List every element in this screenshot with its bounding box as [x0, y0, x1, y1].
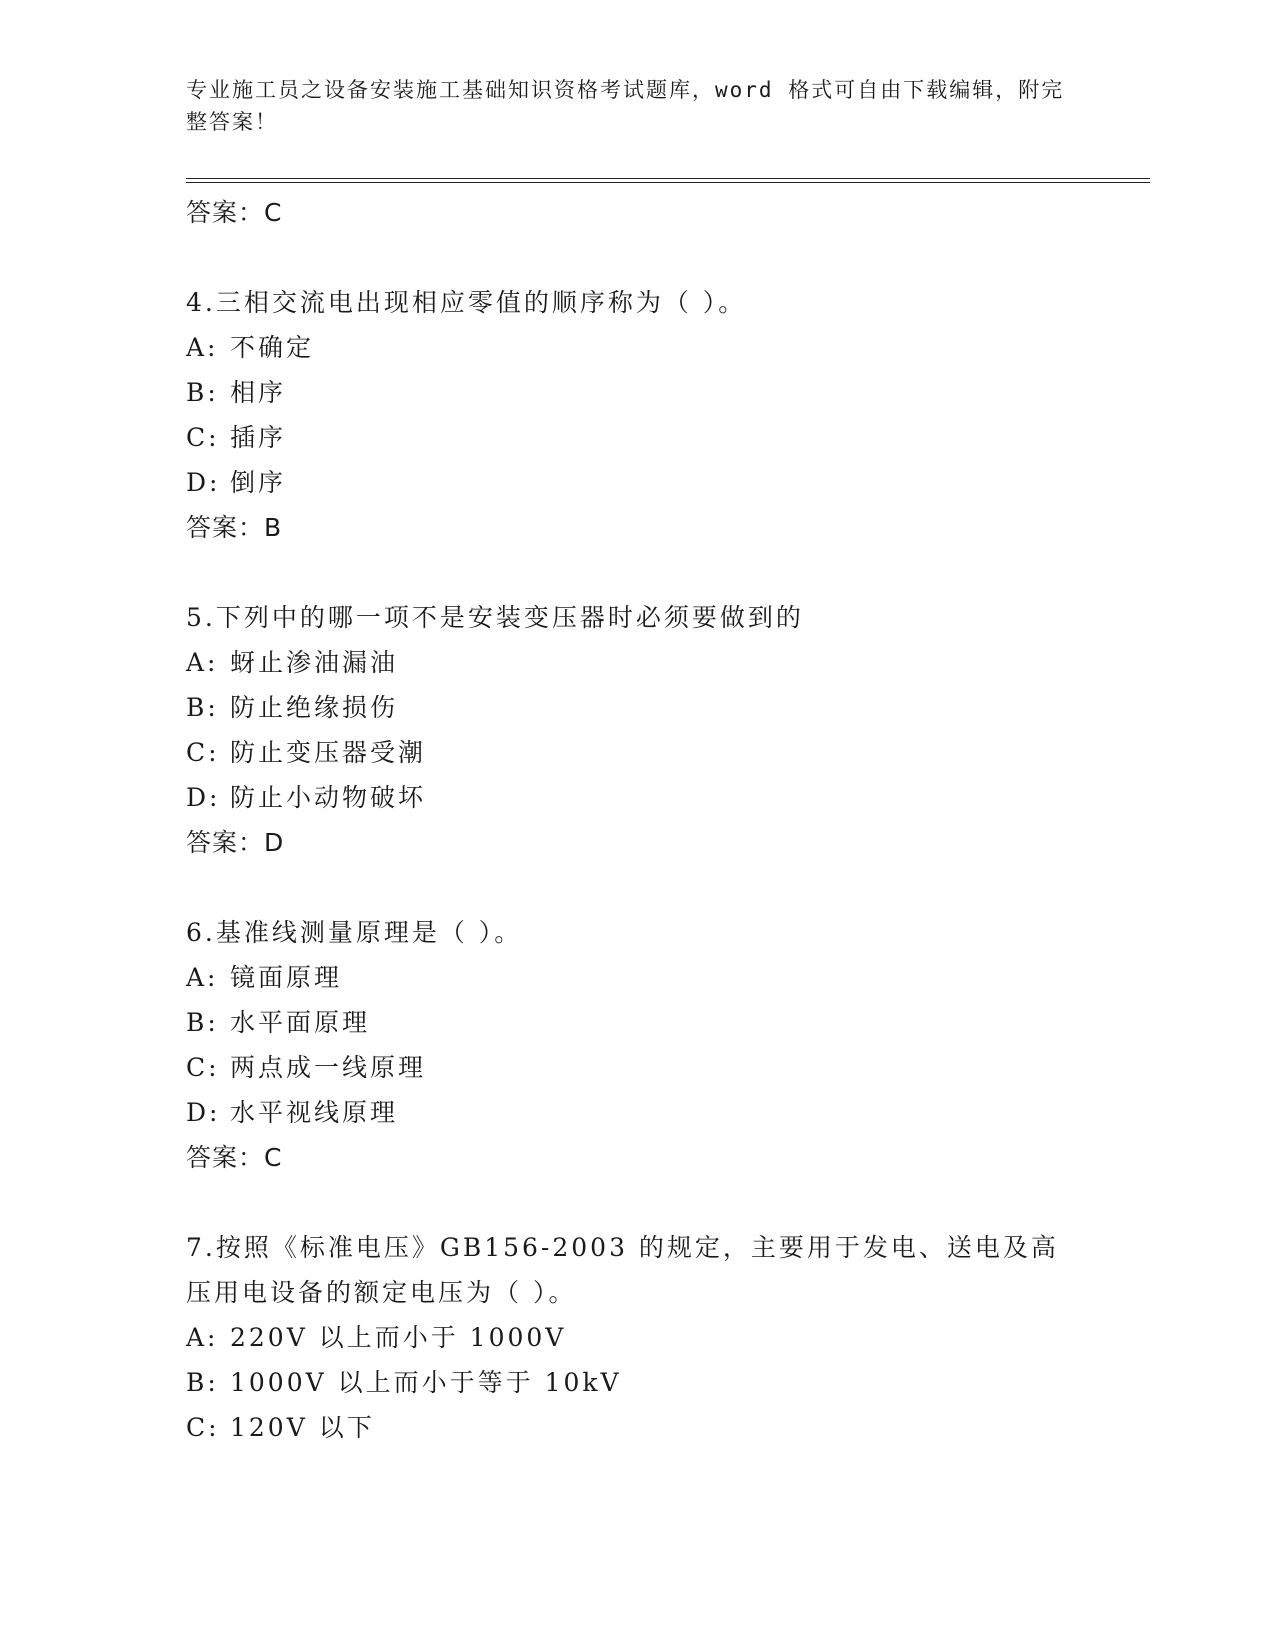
option-text: 220V 以上而小于 1000V [230, 1323, 567, 1352]
option-text: 水平视线原理 [230, 1098, 399, 1127]
option-a [186, 640, 1086, 685]
option-text: 不确定 [230, 333, 315, 362]
header-divider [186, 178, 1150, 179]
option-c [186, 730, 1086, 775]
answer-line: 答案：B [186, 513, 283, 542]
spacer [186, 551, 1086, 595]
option-b [186, 1360, 1086, 1405]
question-text: 5.下列中的哪一项不是安装变压器时必须要做到的 [186, 603, 804, 632]
question-block [186, 1225, 1086, 1450]
option-a [186, 955, 1086, 1000]
spacer [186, 1181, 1086, 1225]
option-letter: A: [186, 963, 219, 992]
option-letter: C: [186, 1413, 220, 1442]
question-block [186, 910, 1086, 1181]
document-body [186, 190, 1086, 1450]
spacer [186, 866, 1086, 910]
option-letter: D: [186, 783, 221, 812]
question-block [186, 595, 1086, 866]
question-text: 4.三相交流电出现相应零值的顺序称为（ ）。 [186, 288, 747, 317]
option-letter: C: [186, 738, 220, 767]
option-letter: A: [186, 1323, 219, 1352]
option-letter: C: [186, 1053, 220, 1082]
option-c [186, 1045, 1086, 1090]
option-letter: C: [186, 423, 220, 452]
option-letter: A: [186, 648, 219, 677]
option-text: 蚜止渗油漏油 [230, 648, 399, 677]
option-d [186, 1090, 1086, 1135]
option-text: 防止变压器受潮 [230, 738, 427, 767]
option-letter: A: [186, 333, 219, 362]
spacer [186, 236, 1086, 280]
option-text: 1000V 以上而小于等于 10kV [230, 1368, 622, 1397]
option-letter: B: [186, 378, 219, 407]
option-text: 防止绝缘损伤 [230, 693, 399, 722]
option-text: 120V 以下 [230, 1413, 375, 1442]
option-text: 水平面原理 [230, 1008, 371, 1037]
option-b [186, 685, 1086, 730]
answer-line: 答案：D [186, 828, 285, 857]
option-text: 镜面原理 [230, 963, 343, 992]
answer-line: 答案：C [186, 198, 283, 227]
option-letter: B: [186, 1008, 219, 1037]
option-letter: B: [186, 693, 219, 722]
option-a [186, 325, 1086, 370]
option-letter: D: [186, 468, 221, 497]
question-block [186, 280, 1086, 551]
question-text: 6.基准线测量原理是（ ）。 [186, 918, 523, 947]
option-text: 倒序 [230, 468, 287, 497]
document-header: 专业施工员之设备安装施工基础知识资格考试题库，word 格式可自由下载编辑，附完整答案！ [186, 78, 1065, 134]
option-c [186, 415, 1086, 460]
answer-line: 答案：C [186, 1143, 283, 1172]
option-letter: B: [186, 1368, 219, 1397]
option-d [186, 460, 1086, 505]
option-b [186, 370, 1086, 415]
header-divider-secondary [186, 182, 1150, 183]
option-text: 两点成一线原理 [230, 1053, 427, 1082]
option-d [186, 775, 1086, 820]
option-a [186, 1315, 1086, 1360]
option-text: 防止小动物破坏 [230, 783, 427, 812]
option-c [186, 1405, 1086, 1450]
option-letter: D: [186, 1098, 221, 1127]
option-text: 插序 [230, 423, 287, 452]
question-text: 7.按照《标准电压》GB156-2003 的规定，主要用于发电、送电及高压用电设备的额定电压为（ ）。 [186, 1233, 1059, 1307]
option-text: 相序 [230, 378, 287, 407]
option-b [186, 1000, 1086, 1045]
